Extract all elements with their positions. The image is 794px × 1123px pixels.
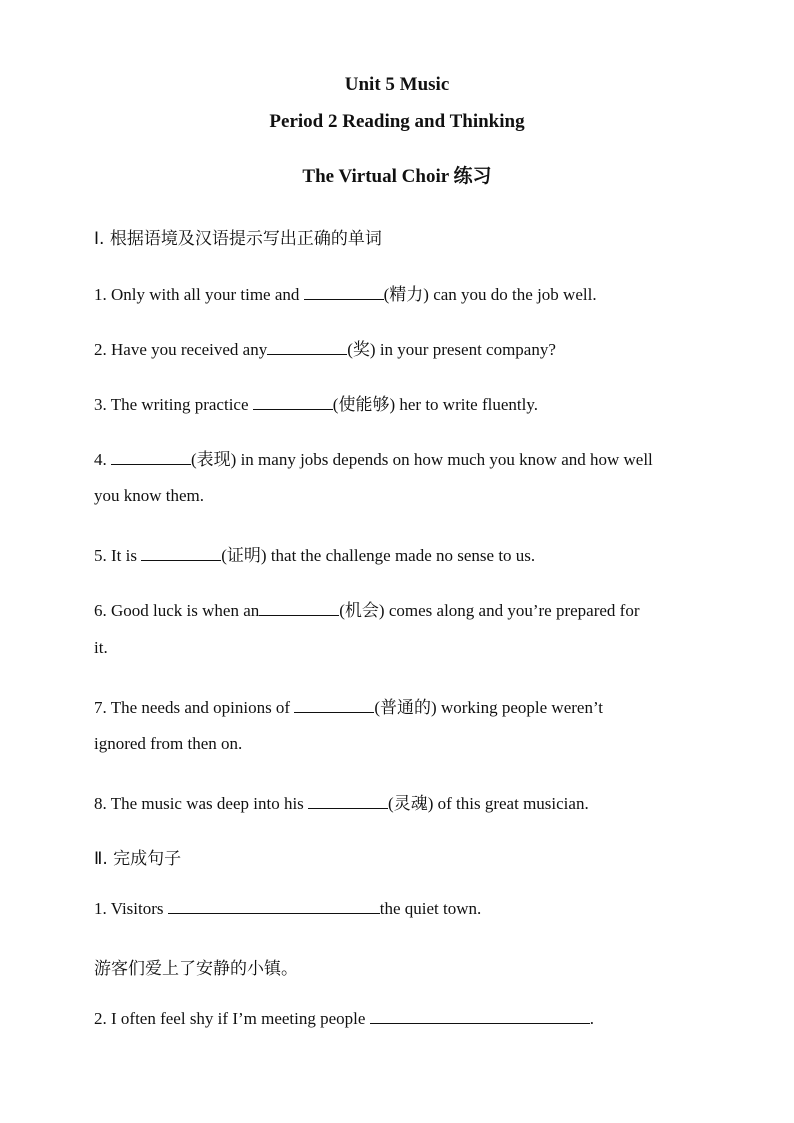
lesson-title: The Virtual Choir 练习	[302, 166, 492, 187]
exercise-7-continued: ignored from then on.	[94, 734, 243, 753]
exercise-3	[94, 390, 700, 415]
sentence-2	[94, 1009, 700, 1029]
exercise-text: 6. Good luck is when an	[94, 601, 260, 620]
exercise-text: 7. The needs and opinions of	[94, 698, 295, 717]
answer-blank[interactable]	[253, 395, 333, 410]
exercise-text: in your present company?	[375, 340, 556, 359]
exercise-8	[94, 789, 700, 814]
exercise-text: of this great musician.	[433, 794, 589, 813]
exercise-text: 1. Visitors	[94, 899, 168, 918]
answer-blank[interactable]	[308, 794, 388, 809]
exercise-text: that the challenge made no sense to us.	[266, 546, 536, 565]
exercise-7	[94, 693, 700, 718]
answer-blank[interactable]	[259, 601, 339, 616]
period-title: Period 2 Reading and Thinking	[269, 111, 525, 132]
answer-blank[interactable]	[141, 546, 221, 561]
chinese-hint: (表现)	[191, 450, 237, 469]
exercise-6-continued: it.	[94, 638, 108, 657]
exercise-text: 8. The music was deep into his	[94, 794, 309, 813]
chinese-hint: (灵魂)	[388, 794, 434, 813]
exercise-4-continued: you know them.	[94, 486, 205, 505]
chinese-hint: (精力)	[383, 285, 429, 304]
exercise-text: in many jobs depends on how much you know and how well	[236, 450, 653, 469]
exercise-5	[94, 541, 700, 566]
section-1-heading: Ⅰ. 根据语境及汉语提示写出正确的单词	[94, 229, 382, 249]
sentence-1-translation: 游客们爱上了安静的小镇。	[94, 959, 298, 979]
answer-blank[interactable]	[267, 340, 347, 355]
exercise-6	[94, 596, 700, 621]
exercise-4	[94, 445, 700, 470]
sentence-1	[94, 899, 700, 919]
chinese-hint: (机会)	[339, 601, 385, 620]
chinese-hint: (证明)	[221, 546, 267, 565]
exercise-text: 2. I often feel shy if I’m meeting people	[94, 1009, 370, 1028]
exercise-text: her to write fluently.	[395, 395, 538, 414]
answer-blank[interactable]	[168, 899, 380, 914]
exercise-text: 2. Have you received any	[94, 340, 268, 359]
exercise-text: 5. It is	[94, 546, 142, 565]
section-2-heading: Ⅱ. 完成句子	[94, 849, 182, 869]
exercise-text: the quiet town.	[379, 899, 482, 918]
exercise-1	[94, 280, 700, 305]
exercise-text: 3. The writing practice	[94, 395, 253, 414]
chinese-hint: (奖)	[347, 340, 376, 359]
exercise-text: working people weren’t	[436, 698, 604, 717]
exercise-text: 4.	[94, 450, 111, 469]
exercise-2	[94, 335, 700, 360]
exercise-text: can you do the job well.	[428, 285, 597, 304]
answer-blank[interactable]	[111, 450, 191, 465]
exercise-text: 1. Only with all your time and	[94, 285, 304, 304]
answer-blank[interactable]	[294, 698, 374, 713]
exercise-text: .	[589, 1009, 594, 1028]
answer-blank[interactable]	[304, 285, 384, 300]
chinese-hint: (使能够)	[332, 395, 396, 414]
chinese-hint: (普通的)	[374, 698, 437, 717]
exercise-text: comes along and you’re prepared for	[384, 601, 640, 620]
answer-blank[interactable]	[370, 1009, 590, 1024]
unit-title: Unit 5 Music	[344, 74, 450, 95]
